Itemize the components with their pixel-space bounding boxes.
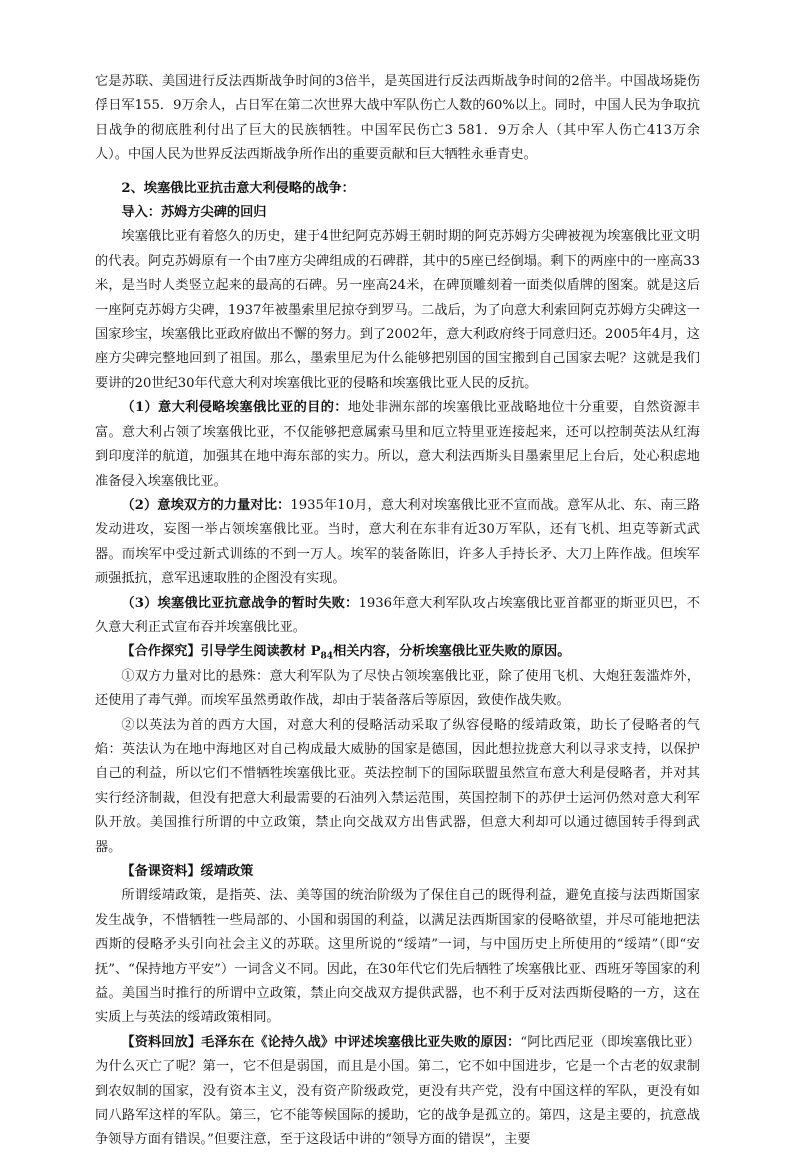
paragraph-mao-review <box>95 1031 700 1153</box>
section-heading-ethiopia: 2、埃塞俄比亚抗击意大利侵略的战争： <box>121 180 355 196</box>
paragraph-temporary-defeat <box>95 592 700 641</box>
paragraph-invasion-purpose <box>95 396 700 494</box>
force-comparison-text: 1935年10月，意大利对埃塞俄比亚不宣而战。意军从北、东、南三路发动进攻，妄图一举占领埃塞俄比亚。当时，意大利在东非有近30万军队，还有飞机、坦克等新式武器。而埃军中受过新式训练的不到一万人。埃军的装备陈旧，许多人手持长矛、大刀上阵作战。但埃军顽强抵抗，意军迅速取胜的企图没有实现。 <box>95 497 700 587</box>
cooperation-heading-part-b: 相关内容，分析埃塞俄比亚失败的原因。 <box>333 644 571 660</box>
intro-heading: 导入：苏姆方尖碑的回归 <box>121 205 267 221</box>
paragraph-ww2-summary: 它是苏联、美国进行反法西斯战争时间的3倍半，是英国进行反法西斯战争时间的2倍半。中国战场毙伤俘日军155．9万余人，占日军在第二次世界大战中军队伤亡人数的60%以上。同时，中国人民为争取抗日战争的彻底胜利付出了巨大的民族牺牲。中国军民伤亡3 581．9万余人（其中军人伤亡413万余人）。中国人民为世界反法西斯战争所作出的重要贡献和巨大牺牲永垂青史。 <box>95 74 700 163</box>
invasion-purpose-text: 地处非洲东部的埃塞俄比亚战略地位十分重要，自然资源丰富。意大利占领了埃塞俄比亚，不仅能够把意属索马里和厄立特里亚连接起来，还可以控制英法从红海到印度洋的航道，加强其在地中海东部的实力。所以，意大利法西斯头目墨索里尼上台后，处心积虑地准备侵入埃塞俄比亚。 <box>95 400 700 489</box>
document-body <box>95 70 700 1153</box>
subheading-temporary-defeat: （3）埃塞俄比亚抗意战争的暂时失败： <box>121 595 359 611</box>
mao-review-text: “阿比西尼亚（即埃塞俄比亚）为什么灭亡了呢？第一，它不但是弱国，而且是小国。第二，它不如中国进步，它是一个古老的奴隶制到农奴制的国家，没有资本主义，没有资产阶级政党，更没有共产党，没有中国这样的军队，更没有如同八路军这样的军队。第三，它不能等候国际的援助，它的战争是孤立的。第四，这是主要的，抗意战争领导方面有错误。”但要注意，至于这段话中讲的“领导方面的错误”，主要 <box>95 1034 700 1148</box>
paragraph-obelisk: 埃塞俄比亚有着悠久的历史，建于4世纪阿克苏姆王朝时期的阿克苏姆方尖碑被视为埃塞俄比亚文明的代表。阿克苏姆原有一个由7座方尖碑组成的石碑群，其中的5座已经倒塌。剩下的两座中的一座高33米，是当时人类竖立起来的最高的石碑。另一座高24米，在碑顶雕刻着一面类似盾牌的图案。就是这后一座阿克苏姆方尖碑，1937年被墨索里尼掠夺到罗马。二战后，为了向意大利索回阿克苏姆方尖碑这一国家珍宝，埃塞俄比亚政府做出不懈的努力。到了2002年，意大利政府终于同意归还。2005年4月，这座方尖碑完整地回到了祖国。那么，墨索里尼为什么能够把别国的国宝搬到自己国家去呢？这就是我们要讲的20世纪30年代意大利对埃塞俄比亚的侵略和埃塞俄比亚人民的反抗。 <box>95 229 700 391</box>
cooperation-heading <box>95 640 700 664</box>
subheading-invasion-purpose: （1）意大利侵略埃塞俄比亚的目的： <box>121 400 348 416</box>
subheading-mao-review: 【资料回放】毛泽东在《论持久战》中评述埃塞俄比亚失败的原因： <box>121 1034 521 1050</box>
temporary-defeat-text: 1936年意大利军队攻占埃塞俄比亚首都亚的斯亚贝巴，不久意大利正式宣布吞并埃塞俄比亚。 <box>95 595 700 635</box>
paragraph-appeasement-definition: 所谓绥靖政策，是指英、法、美等国的统治阶级为了保住自己的既得利益，避免直接与法西斯国家发生战争，不惜牺牲一些局部的、小国和弱国的利益，以满足法西斯国家的侵略欲望，并尽可能地把法西斯的侵略矛头引向社会主义的苏联。这里所说的“绥靖”一词，与中国历史上所使用的“绥靖”（即“安抚”、“保持地方平安”）一词含义不同。因此，在30年代它们先后牺牲了埃塞俄比亚、西班牙等国家的利益。美国当时推行的所谓中立政策，禁止向交战双方提供武器，也不利于反对法西斯侵略的一方，这在实质上与英法的绥靖政策相同。 <box>95 888 700 1026</box>
paragraph-force-comparison <box>95 494 700 592</box>
reason-item-appeasement: ②以英法为首的西方大国，对意大利的侵略活动采取了纵容侵略的绥靖政策，助长了侵略者的气焰：英法认为在地中海地区对自己构成最大威胁的国家是德国，因此想拉拢意大利以寻求支持，以保护自己的利益，所以它们不惜牺牲埃塞俄比亚。英法控制下的国际联盟虽然宣布意大利是侵略者，并对其实行经济制裁，但没有把意大利最需要的石油列入禁运范围，英国控制下的苏伊士运河仍然对意大利军队开放。美国推行所谓的中立政策，禁止向交战双方出售武器，但意大利却可以通过德国转手得到武器。 <box>95 717 700 855</box>
reference-heading: 【备课资料】绥靖政策 <box>121 864 254 879</box>
reason-item-force-gap: ①双方力量对比的悬殊：意大利军队为了尽快占领埃塞俄比亚，除了使用飞机、大炮狂轰滥炸外，还使用了毒气弹。而埃军虽然勇敢作战，却由于装备落后等原因，致使作战失败。 <box>95 668 700 709</box>
cooperation-heading-part-a: 【合作探究】引导学生阅读教材 P <box>121 644 321 660</box>
page-number-subscript: 84 <box>320 651 334 662</box>
subheading-force-comparison: （2）意埃双方的力量对比： <box>121 497 291 513</box>
